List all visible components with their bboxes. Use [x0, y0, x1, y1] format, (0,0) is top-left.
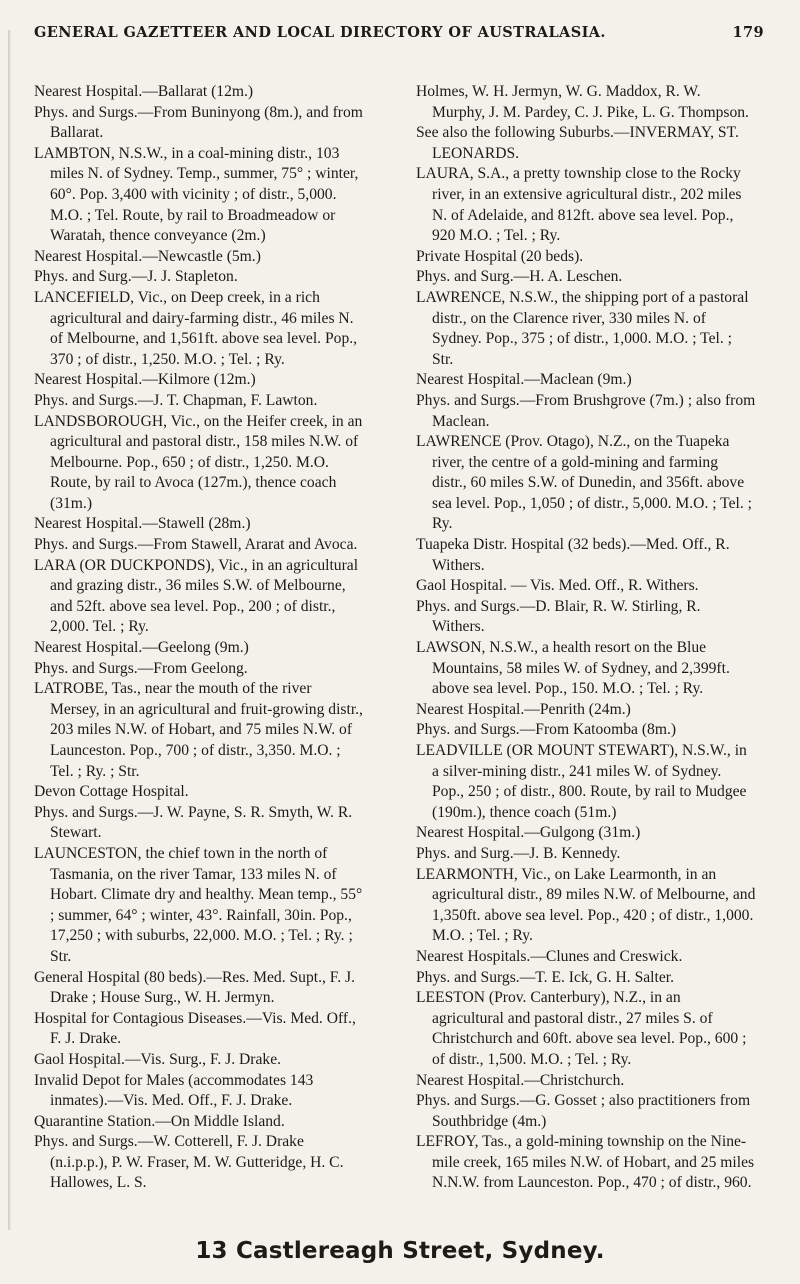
entry-paragraph: LEESTON (Prov. Canterbury), N.Z., in an agricultural and pastoral distr., 27 miles S. of Christchurch and 60ft. above sea level. Pop., 600 ; of distr., 1,500. M.O. ; Tel. ; Ry.: [416, 989, 747, 1068]
entry-paragraph: Phys. and Surgs.—J. W. Payne, S. R. Smyth, W. R. Stewart.: [34, 803, 353, 842]
entry-paragraph: LATROBE, Tas., near the mouth of the river Mersey, in an agricultural and fruit-growing distr., 203 miles N.W. of Hobart, and 75 miles N.W. of Launceston. Pop., 700 ; of distr., 3,350. M.O. ; Tel. ; Ry. ; Str.: [34, 680, 363, 780]
left-column: [34, 82, 364, 1222]
entry-paragraph: LEFROY, Tas., a gold-mining township on the Nine-mile creek, 165 miles N.W. of Hobart, and 25 miles N.N.W. from Launceston. Pop., 470 ; of distr., 960.: [416, 1133, 755, 1192]
header-title: GENERAL GAZETTEER AND LOCAL DIRECTORY OF AUSTRALASIA.: [34, 24, 606, 41]
entry-paragraph: Phys. and Surg.—H. A. Leschen.: [416, 268, 623, 286]
entry-paragraph: Nearest Hospital.—Ballarat (12m.): [34, 83, 254, 100]
entry-paragraph: Phys. and Surg.—J. B. Kennedy.: [416, 844, 621, 862]
scan-edge-shadow: [8, 30, 11, 1230]
entry-paragraph: Phys. and Surg.—J. J. Stapleton.: [34, 268, 238, 286]
entry-paragraph: Nearest Hospital.—Geelong (9m.): [34, 639, 249, 657]
entry-paragraph: Nearest Hospital.—Maclean (9m.): [416, 371, 632, 389]
entry-paragraph: Phys. and Surgs.—From Brushgrove (7m.) ; also from Maclean.: [416, 391, 756, 430]
publisher-footer: 13 Castlereagh Street, Sydney.: [195, 1238, 605, 1264]
entry-paragraph: Nearest Hospital.—Gulgong (31m.): [416, 824, 641, 842]
entry-paragraph: Phys. and Surgs.—From Stawell, Ararat and Avoca.: [34, 536, 358, 554]
entry-paragraph: LAMBTON, N.S.W., in a coal-mining distr., 103 miles N. of Sydney. Temp., summer, 75° ; winter, 60°. Pop. 3,400 with vicinity ; of distr., 5,000. M.O. ; Tel. Route, by rail to Broadmeadow or Waratah, thence conveyance (2m.): [34, 144, 359, 245]
entry-paragraph: LEADVILLE (OR MOUNT STEWART), N.S.W., in a silver-mining distr., 241 miles W. of Sydney. Pop., 250 ; of distr., 800. Route, by rail to Mudgee (190m.), thence coach (51m.): [416, 742, 747, 821]
entry-paragraph: LARA (OR DUCKPONDS), Vic., in an agricultural and grazing distr., 36 miles S.W. of Melbourne, and 52ft. above sea level. Pop., 200 ; of distr., 2,000. Tel. ; Ry.: [34, 556, 359, 636]
entry-paragraph: Private Hospital (20 beds).: [416, 247, 584, 265]
entry-paragraph: Phys. and Surgs.—From Geelong.: [34, 659, 248, 677]
page-number: 179: [732, 24, 764, 41]
right-column: [416, 82, 756, 1222]
entry-paragraph: LANCEFIELD, Vic., on Deep creek, in a rich agricultural and dairy-farming distr., 46 miles N. of Melbourne, and 1,561ft. above sea level. Pop., 370 ; of distr., 1,250. M.O. ; Tel. ; Ry.: [34, 288, 358, 368]
entry-paragraph: Holmes, W. H. Jermyn, W. G. Maddox, R. W. Murphy, J. M. Pardey, C. J. Pike, L. G. Thompson.: [416, 83, 749, 121]
entry-paragraph: Devon Cottage Hospital.: [34, 783, 189, 801]
entry-paragraph: Gaol Hospital.—Vis. Surg., F. J. Drake.: [34, 1050, 282, 1068]
entry-paragraph: Tuapeka Distr. Hospital (32 beds).—Med. Off., R. Withers.: [416, 536, 730, 574]
entry-paragraph: LAWSON, N.S.W., a health resort on the Blue Mountains, 58 miles W. of Sydney, and 2,399ft. above sea level. Pop., 150. M.O. ; Tel. ; Ry.: [416, 639, 730, 698]
entry-paragraph: Phys. and Surgs.—D. Blair, R. W. Stirling, R. Withers.: [416, 597, 701, 636]
entry-paragraph: Nearest Hospital.—Penrith (24m.): [416, 700, 631, 718]
entry-paragraph: General Hospital (80 beds).—Res. Med. Supt., F. J. Drake ; House Surg., W. H. Jermyn.: [34, 968, 355, 1007]
entry-paragraph: Gaol Hospital. — Vis. Med. Off., R. Withers.: [416, 577, 699, 595]
entry-paragraph: LAWRENCE (Prov. Otago), N.Z., on the Tuapeka river, the centre of a gold-mining and farming distr., 60 miles S.W. of Dunedin, and 356ft. above sea level. Pop., 1,050 ; of distr., 5,000. M.O. ; Tel. ; Ry.: [416, 433, 753, 533]
entry-paragraph: Nearest Hospital.—Kilmore (12m.): [34, 371, 256, 389]
entry-paragraph: Nearest Hospital.—Newcastle (5m.): [34, 247, 261, 265]
entry-paragraph: LAURA, S.A., a pretty township close to the Rocky river, in an extensive agricultural distr., 202 miles N. of Adelaide, and 812ft. above sea level. Pop., 920 M.O. ; Tel. ; Ry.: [416, 165, 742, 245]
entry-paragraph: Hospital for Contagious Diseases.—Vis. Med. Off., F. J. Drake.: [34, 1009, 356, 1048]
entry-paragraph: Nearest Hospital.—Stawell (28m.): [34, 515, 251, 533]
running-header: [28, 24, 776, 54]
entry-paragraph: Phys. and Surgs.—G. Gosset ; also practitioners from Southbridge (4m.): [416, 1092, 751, 1130]
entry-paragraph: Phys. and Surgs.—T. E. Ick, G. H. Salter.: [416, 968, 675, 986]
entry-paragraph: Invalid Depot for Males (accommodates 143 inmates).—Vis. Med. Off., F. J. Drake.: [34, 1071, 314, 1110]
entry-paragraph: Quarantine Station.—On Middle Island.: [34, 1112, 285, 1130]
entry-paragraph: LANDSBOROUGH, Vic., on the Heifer creek, in an agricultural and pastoral distr., 158 miles N.W. of Melbourne. Pop., 650 ; of distr., 1,250. M.O. Route, by rail to Avoca (127m.), thence coach (31m.): [34, 412, 363, 512]
entry-paragraph: See also the following Suburbs.—INVERMAY, ST. LEONARDS.: [416, 124, 739, 162]
entry-paragraph: Nearest Hospital.—Christchurch.: [416, 1071, 625, 1089]
entry-paragraph: Nearest Hospitals.—Clunes and Creswick.: [416, 947, 683, 965]
entry-paragraph: Phys. and Surgs.—W. Cotterell, F. J. Drake (n.i.p.p.), P. W. Fraser, M. W. Gutteridge, H. C. Hallowes, L. S.: [34, 1133, 344, 1192]
entry-paragraph: LEARMONTH, Vic., on Lake Learmonth, in an agricultural distr., 89 miles N.W. of Melbourne, and 1,350ft. above sea level. Pop., 420 ; of distr., 1,000. M.O. ; Tel. ; Ry.: [416, 865, 756, 945]
entry-paragraph: Phys. and Surgs.—J. T. Chapman, F. Lawton.: [34, 391, 318, 409]
entry-paragraph: LAUNCESTON, the chief town in the north of Tasmania, on the river Tamar, 133 miles N. of Hobart. Climate dry and healthy. Mean temp., 55° ; summer, 64° ; winter, 43°. Rainfall, 30in. Pop., 17,250 ; with suburbs, 22,000. M.O. ; Tel. ; Ry. ; Str.: [34, 844, 363, 965]
entry-paragraph: LAWRENCE, N.S.W., the shipping port of a pastoral distr., on the Clarence river, 330 miles N. of Sydney. Pop., 375 ; of distr., 1,000. M.O. ; Tel. ; Str.: [416, 288, 749, 368]
entry-paragraph: Phys. and Surgs.—From Buninyong (8m.), and from Ballarat.: [34, 103, 363, 142]
entry-paragraph: Phys. and Surgs.—From Katoomba (8m.): [416, 721, 677, 739]
